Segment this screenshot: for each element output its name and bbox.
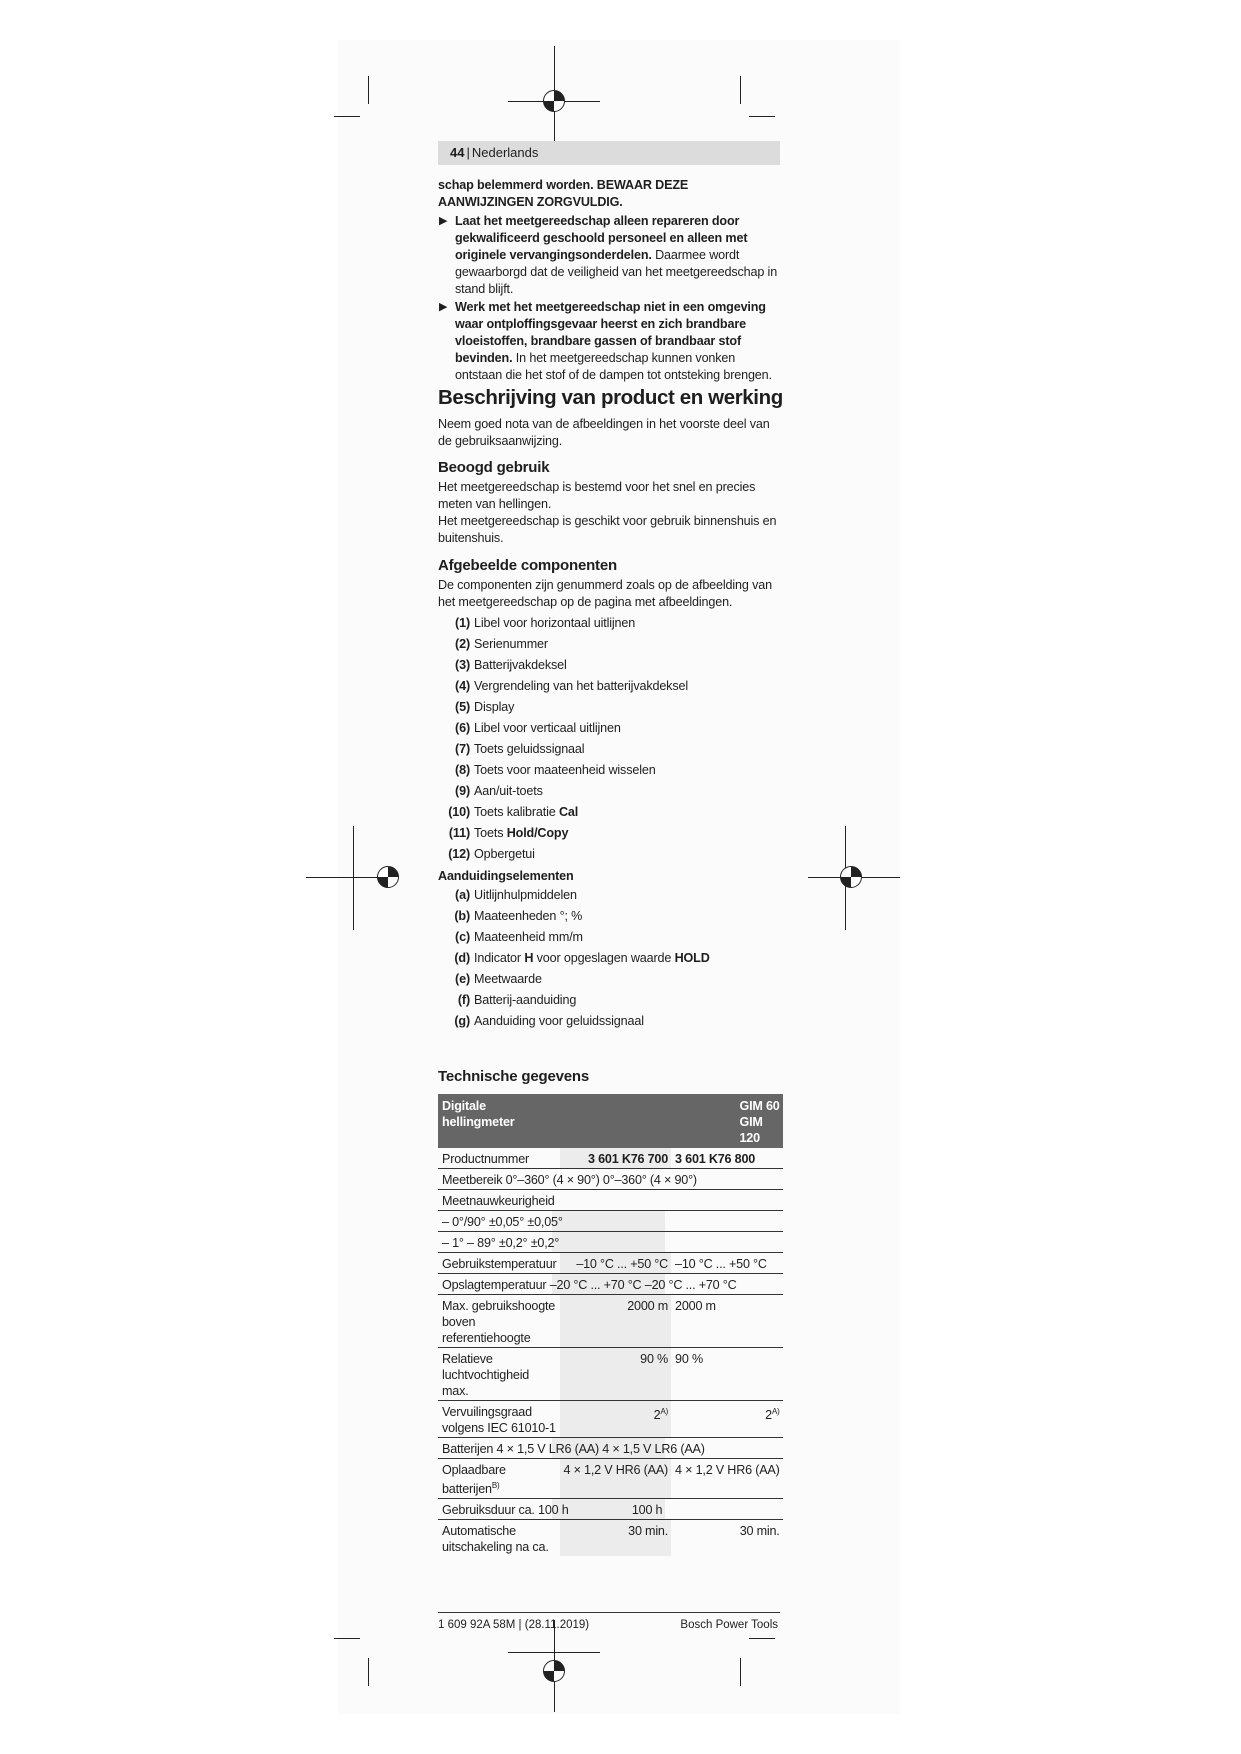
header-language: Nederlands	[471, 145, 539, 160]
display-item: (f) Batterij-aanduiding	[457, 993, 577, 1007]
intended-use-text: Het meetgereedschap is bestemd voor het snel en precies meten van hellingen.	[438, 480, 756, 511]
registration-mark-left	[377, 866, 399, 888]
product-section	[438, 416, 780, 1032]
component-item: (4) Vergrendeling van het batterijvakdeksel	[455, 679, 688, 693]
table-row: Productnummer 3 601 K76 700 3 601 K76 800	[438, 1148, 783, 1169]
safety-section	[438, 177, 780, 384]
display-item: (e) Meetwaarde	[455, 972, 542, 986]
display-item: (b) Maateenheden °; %	[454, 909, 583, 923]
component-item: (6) Libel voor verticaal uitlijnen	[455, 721, 621, 735]
bullet-arrow-icon: ▶	[439, 301, 448, 313]
display-elements-heading: Aanduidingselementen	[438, 869, 574, 883]
component-item: (7) Toets geluidssignaal	[455, 742, 585, 756]
components-list	[438, 613, 780, 865]
display-elements-list	[438, 885, 780, 1032]
component-item: (9) Aan/uit-toets	[455, 784, 543, 798]
page-header	[438, 141, 780, 165]
table-row: Oplaadbare batterijen$^{B)}$ 4 × 1,2 V HR6 (AA) 4 × 1,2 V HR6 (AA)	[438, 1459, 783, 1499]
page-footer	[438, 1612, 780, 1631]
component-item: (2) Serienummer	[455, 637, 548, 651]
component-item: (5) Display	[455, 700, 515, 714]
footer-doc-id: 1 609 92A 58M | (28.11.2019)	[438, 1619, 590, 1631]
bullet-bold-text: Laat het meetgereedschap alleen repareren door gekwalificeerd geschoold personeel en alleen met originele vervangingsonderdelen.	[455, 214, 748, 262]
components-intro: De componenten zijn genummerd zoals op de afbeelding van het meetgereedschap op de pagina met afbeeldingen.	[438, 578, 772, 609]
bullet-arrow-icon: ▶	[439, 215, 448, 227]
component-item: (8) Toets voor maateenheid wisselen	[455, 763, 656, 777]
table-row: Relatieve luchtvochtigheid max. 90 % 90 %	[438, 1348, 783, 1401]
display-item: (a) Uitlijnhulpmiddelen	[455, 888, 577, 902]
table-header-row	[438, 1094, 783, 1148]
component-item: (12) Opbergetui	[448, 847, 535, 861]
table-row: – 1° – 89° ±0,2° ±0,2°	[438, 1232, 783, 1253]
bullet-text: Daarmee wordt gewaarborgd dat de veiligheid van het meetgereedschap in stand blijft.	[455, 248, 778, 296]
display-item: (g) Aanduiding voor geluidssignaal	[454, 1014, 644, 1028]
table-row: Meetbereik 0°–360° (4 × 90°) 0°–360° (4 × 90°)	[438, 1169, 783, 1190]
table-row: Meetnauwkeurigheid	[438, 1190, 783, 1211]
table-row: – 0°/90° ±0,05° ±0,05°	[438, 1211, 783, 1232]
intended-use-text: Het meetgereedschap is geschikt voor gebruik binnenshuis en buitenshuis.	[438, 514, 777, 545]
table-header-label: Digitale hellingmeter	[438, 1094, 560, 1148]
table-row: Opslagtemperatuur –20 °C ... +70 °C –20 °C ... +70 °C	[438, 1274, 783, 1295]
tech-data-table	[438, 1094, 783, 1556]
table-header-models: GIM 60 GIM 120	[560, 1094, 783, 1148]
table-row: Max. gebruikshoogte boven referentiehoogte 2000 m 2000 m	[438, 1295, 783, 1348]
table-row: Automatische uitschakeling na ca. 30 min. 30 min.	[438, 1520, 783, 1557]
table-row: Gebruikstemperatuur –10 °C ... +50 °C –10 °C ... +50 °C	[438, 1253, 783, 1274]
registration-mark-bottom	[543, 1660, 565, 1682]
bullet-text: In het meetgereedschap kunnen vonken ontstaan die het stof of de dampen tot ontsteking brengen.	[455, 351, 772, 382]
tech-heading: Technische gegevens	[438, 1068, 589, 1085]
registration-mark-right	[840, 866, 862, 888]
display-item: (d) Indicator H voor opgeslagen waarde HOLD	[454, 951, 710, 965]
table-row: Batterijen 4 × 1,5 V LR6 (AA) 4 × 1,5 V LR6 (AA)	[438, 1438, 783, 1459]
intro-warning: schap belemmerd worden. BEWAAR DEZE AANWIJZINGEN ZORGVULDIG.	[438, 178, 689, 209]
header-separator: |	[466, 145, 470, 160]
safety-bullet	[438, 299, 780, 384]
component-item: (11) Toets Hold/Copy	[448, 826, 569, 840]
section-title: Beschrijving van product en werking	[438, 386, 783, 409]
page-number: 44	[450, 145, 465, 160]
component-item: (3) Batterijvakdeksel	[455, 658, 567, 672]
section-intro: Neem goed nota van de afbeeldingen in het voorste deel van de gebruiksaanwijzing.	[438, 417, 770, 448]
intended-use-heading: Beoogd gebruik	[438, 459, 550, 476]
footer-brand: Bosch Power Tools	[680, 1619, 778, 1631]
table-row: Vervuilingsgraad volgens IEC 61010-1 $2^{A)}$ $2^{A)}$	[438, 1401, 783, 1438]
display-item: (c) Maateenheid mm/m	[455, 930, 583, 944]
registration-mark-top	[543, 90, 565, 112]
component-item: (1) Libel voor horizontaal uitlijnen	[455, 616, 636, 630]
component-item: (10) Toets kalibratie Cal	[448, 805, 579, 819]
safety-bullet	[438, 213, 780, 298]
bullet-bold-text: Werk met het meetgereedschap niet in een omgeving waar ontploffingsgevaar heerst en zich brandbare vloeistoffen, brandbare gassen of brandbaar stof bevinden.	[455, 300, 766, 365]
table-row: Gebruiksduur ca. 100 h 100 h	[438, 1499, 783, 1520]
components-heading: Afgebeelde componenten	[438, 557, 617, 574]
